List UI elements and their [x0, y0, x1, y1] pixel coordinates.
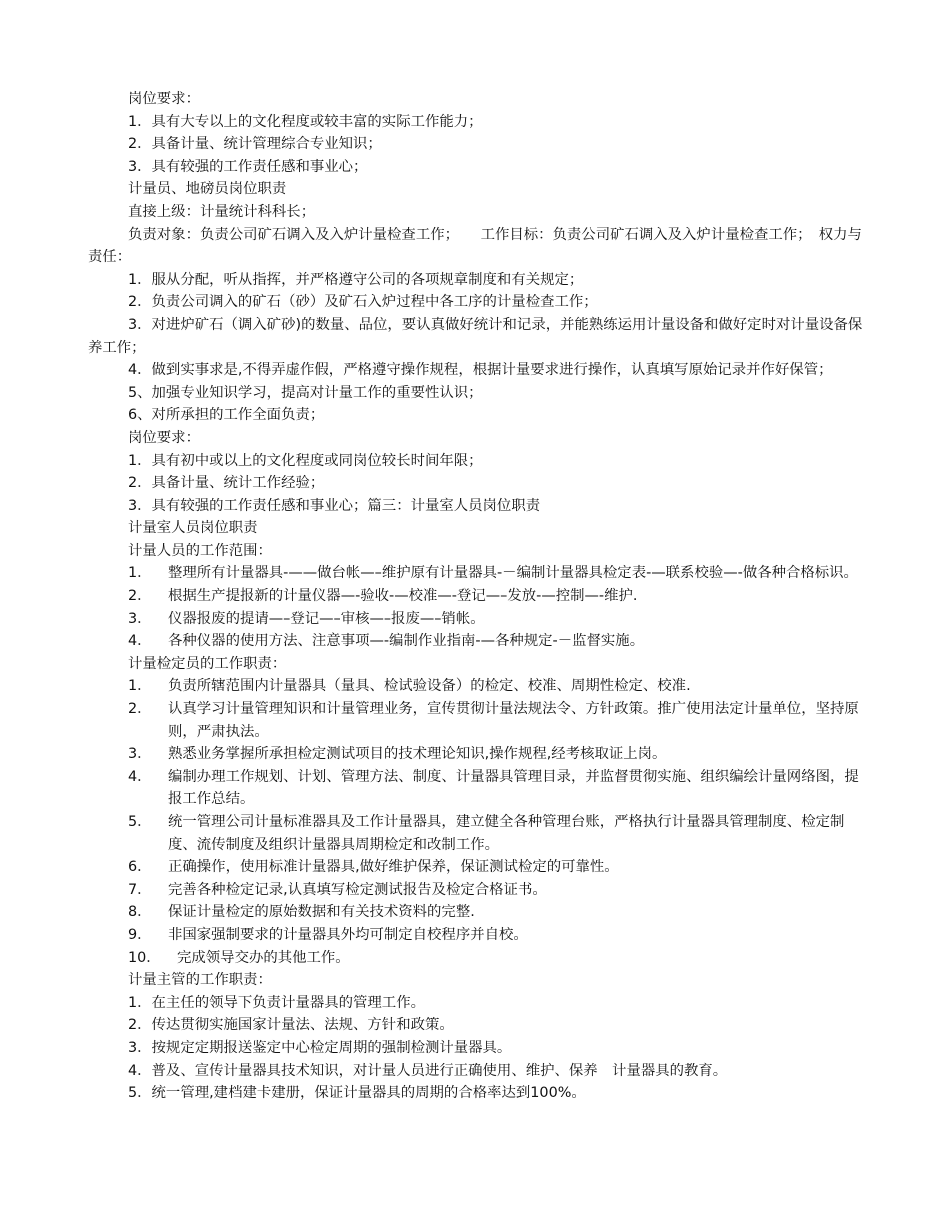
item-number: 4．: [128, 768, 152, 785]
item-text: 非国家强制要求的计量器具外均可制定自校程序并自校。: [168, 926, 528, 943]
verifier-item: [88, 856, 863, 879]
item-text: 负责所辖范围内计量器具（量具、检试验设备）的检定、校准、周期性检定、校准.: [168, 678, 691, 695]
item-number: 2．: [128, 701, 152, 718]
requirement-item: 3．具有较强的工作责任感和事业心；: [128, 158, 368, 175]
requirement-item: 3．具有较强的工作责任感和事业心；篇三：计量室人员岗位职责: [128, 497, 541, 514]
item-text: 保证计量检定的原始数据和有关技术资料的完整.: [168, 904, 475, 921]
section-title: 计量室人员岗位职责: [128, 520, 258, 537]
verifier-item: [88, 743, 863, 766]
item-text: 完善各种检定记录,认真填写检定测试报告及检定合格证书。: [168, 881, 547, 898]
item-number: 3．: [128, 746, 152, 763]
supervisor-item: 2．传达贯彻实施国家计量法、法规、方针和政策。: [128, 1017, 454, 1034]
requirement-item: 1．具有初中或以上的文化程度或同岗位较长时间年限；: [128, 452, 483, 469]
item-text: 正确操作，使用标准计量器具,做好维护保养，保证测试检定的可靠性。: [168, 859, 619, 876]
item-text: 整理所有计量器具-——做台帐—–维护原有计量器具-－编制计量器具检定表-—联系校验—-做各种合格标识。: [168, 565, 858, 582]
item-text: 完成领导交办的其他工作。: [177, 949, 350, 966]
verifier-item: [88, 947, 863, 970]
item-number: 4．: [128, 633, 152, 650]
scope-item: [88, 562, 863, 585]
item-text: 熟悉业务掌握所承担检定测试项目的技术理论知识,操作规程,经考核取证上岗。: [168, 746, 667, 763]
duty-item: 6、对所承担的工作全面负责；: [128, 407, 325, 424]
verifier-item: [88, 879, 863, 902]
item-number: 6．: [128, 859, 152, 876]
scope-item: [88, 608, 863, 631]
item-number: 7．: [128, 881, 152, 898]
duty-item: 4．做到实事求是,不得弄虚作假，严格遵守操作规程，根据计量要求进行操作，认真填写原始记录并作好保管；: [128, 362, 833, 379]
item-text: 认真学习计量管理知识和计量管理业务，宣传贯彻计量法规法令、方针政策。推广使用法定计量单位，坚持原则，严肃执法。: [168, 701, 859, 740]
requirement-item: 2．具备计量、统计管理综合专业知识；: [128, 136, 382, 153]
document-body: [88, 88, 863, 1105]
scope-item: [88, 630, 863, 653]
job-requirements-heading: 岗位要求：: [128, 429, 200, 446]
supervisor-item: 1．在主任的领导下负责计量器具的管理工作。: [128, 994, 425, 1011]
job-requirements-heading: 岗位要求：: [128, 91, 200, 107]
verifier-item: [88, 698, 863, 743]
verifier-item: [88, 766, 863, 811]
supervisor-item: 5．统一管理,建档建卡建册，保证计量器具的周期的合格率达到100%。: [128, 1085, 586, 1102]
item-number: 10．: [128, 949, 161, 966]
scope-item: [88, 585, 863, 608]
supervisor-duties-heading: 计量主管的工作职责：: [128, 972, 272, 989]
item-number: 3．: [128, 610, 152, 627]
item-text: 根据生产提报新的计量仪器—-验收-—校准—-登记—–发放-—控制—-维护.: [168, 588, 638, 605]
section-title: 计量员、地磅员岗位职责: [128, 181, 287, 198]
item-number: 8．: [128, 904, 152, 921]
item-number: 9．: [128, 926, 152, 943]
verifier-item: [88, 675, 863, 698]
responsibility-target-line: 负责对象：负责公司矿石调入及入炉计量检查工作； 工作目标：负责公司矿石调入及入炉计量检查工作； 权力与责任：: [88, 226, 862, 266]
requirement-item: 2．具备计量、统计工作经验；: [128, 475, 325, 492]
duty-item: 2．负责公司调入的矿石（砂）及矿石入炉过程中各工序的计量检查工作；: [128, 294, 598, 311]
verifier-item: [88, 901, 863, 924]
item-number: 1．: [128, 678, 152, 695]
supervisor-item: 4．普及、宣传计量器具技术知识，对计量人员进行正确使用、维护、保养 计量器具的教育。: [128, 1062, 728, 1079]
item-number: 2．: [128, 588, 152, 605]
verifier-duties-heading: 计量检定员的工作职责：: [128, 655, 287, 672]
direct-supervisor-line: 直接上级：计量统计科科长；: [128, 203, 316, 220]
item-number: 5．: [128, 814, 152, 830]
requirement-item: 1．具有大专以上的文化程度或较丰富的实际工作能力；: [128, 113, 483, 130]
duty-item: 5、加强专业知识学习，提高对计量工作的重要性认识；: [128, 384, 483, 401]
item-text: 编制办理工作规划、计划、管理方法、制度、计量器具管理目录，并监督贯彻实施、组织编绘计量网络图，提报工作总结。: [168, 768, 859, 808]
item-number: 1．: [128, 565, 152, 582]
verifier-item: [88, 924, 863, 947]
item-text: 各种仪器的使用方法、注意事项—-编制作业指南-—各种规定-－监督实施。: [168, 633, 645, 650]
item-text: 仪器报废的提请—–登记—–审核—–报废—–销帐。: [168, 610, 485, 627]
item-text: 统一管理公司计量标准器具及工作计量器具，建立健全各种管理台账，严格执行计量器具管理制度、检定制度、流传制度及组织计量器具周期检定和改制工作。: [168, 814, 845, 853]
work-scope-heading: 计量人员的工作范围：: [128, 542, 272, 559]
duty-item: 1．服从分配，听从指挥，并严格遵守公司的各项规章制度和有关规定；: [128, 271, 584, 288]
duty-item: 3．对进炉矿石（调入矿砂)的数量、品位，要认真做好统计和记录，并能熟练运用计量设备和做好定时对计量设备保养工作；: [88, 316, 863, 356]
verifier-item: [88, 811, 863, 856]
supervisor-item: 3．按规定定期报送鉴定中心检定周期的强制检测计量器具。: [128, 1039, 512, 1056]
